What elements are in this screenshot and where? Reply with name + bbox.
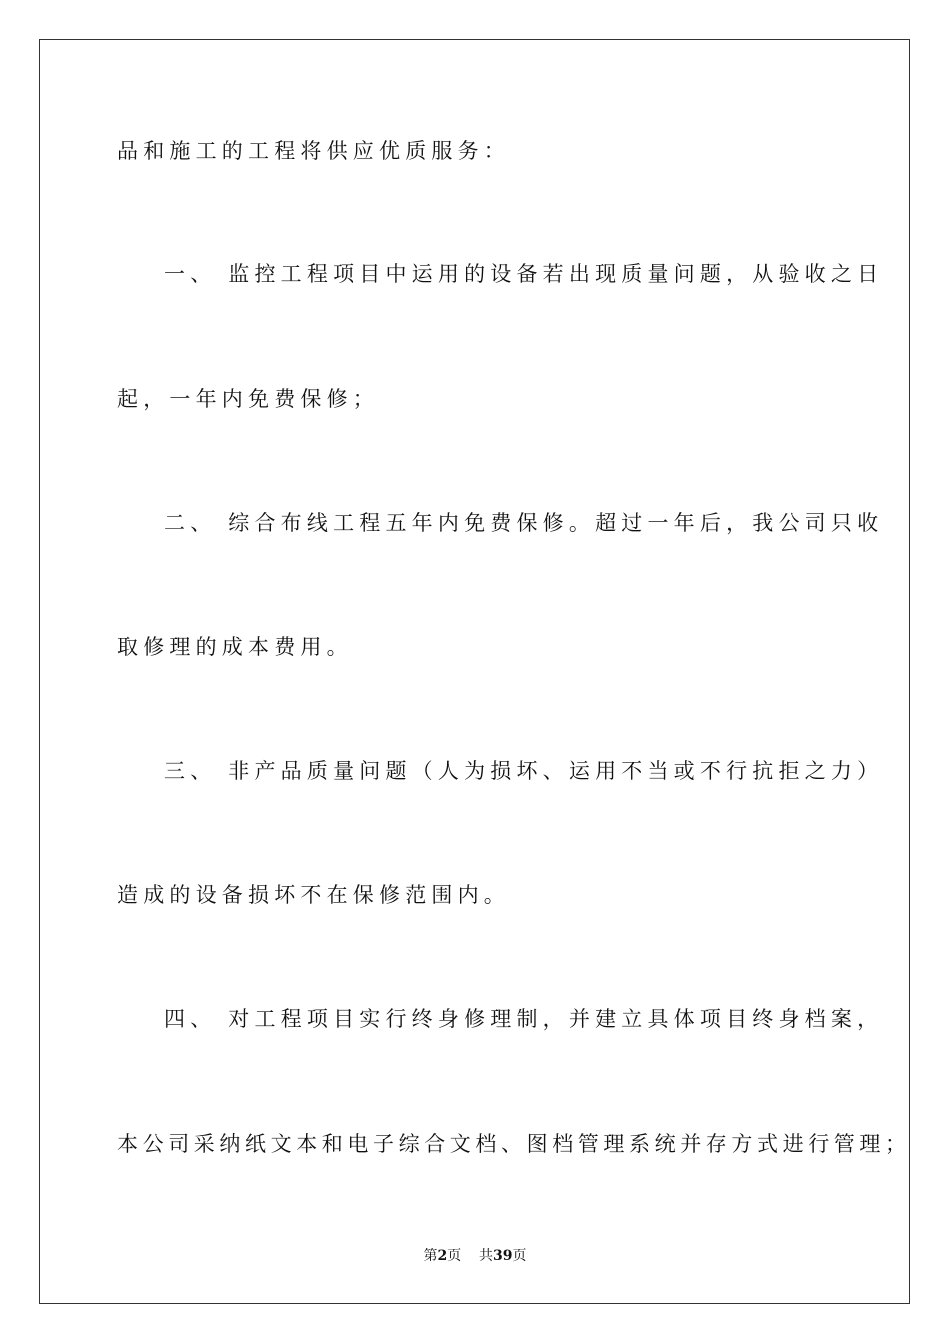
footer-total-pages: 39 bbox=[493, 1248, 513, 1264]
text-line-2: 一、 监控工程项目中运用的设备若出现质量问题，从验收之日 bbox=[164, 262, 884, 286]
footer-total-suffix: 页 bbox=[512, 1248, 527, 1264]
text-line-5: 取修理的成本费用。 bbox=[117, 635, 353, 659]
text-line-3: 起，一年内免费保修； bbox=[117, 387, 379, 411]
text-line-1: 品和施工的工程将供应优质服务： bbox=[117, 139, 510, 163]
text-line-9: 本公司采纳纸文本和电子综合文档、图档管理系统并存方式进行管理； bbox=[117, 1132, 911, 1156]
text-line-7: 造成的设备损坏不在保修范围内。 bbox=[117, 883, 510, 907]
page-footer bbox=[0, 1249, 950, 1263]
footer-page-number: 2 bbox=[437, 1248, 448, 1264]
page-frame bbox=[39, 39, 910, 1304]
footer-page-suffix: 页 bbox=[447, 1248, 462, 1264]
footer-total-prefix: 共 bbox=[479, 1248, 494, 1264]
text-line-8: 四、 对工程项目实行终身修理制，并建立具体项目终身档案， bbox=[164, 1007, 884, 1031]
footer-page-prefix: 第 bbox=[423, 1248, 438, 1264]
text-line-4: 二、 综合布线工程五年内免费保修。超过一年后，我公司只收 bbox=[164, 511, 884, 535]
text-line-6: 三、 非产品质量问题（人为损坏、运用不当或不行抗拒之力） bbox=[164, 759, 884, 783]
